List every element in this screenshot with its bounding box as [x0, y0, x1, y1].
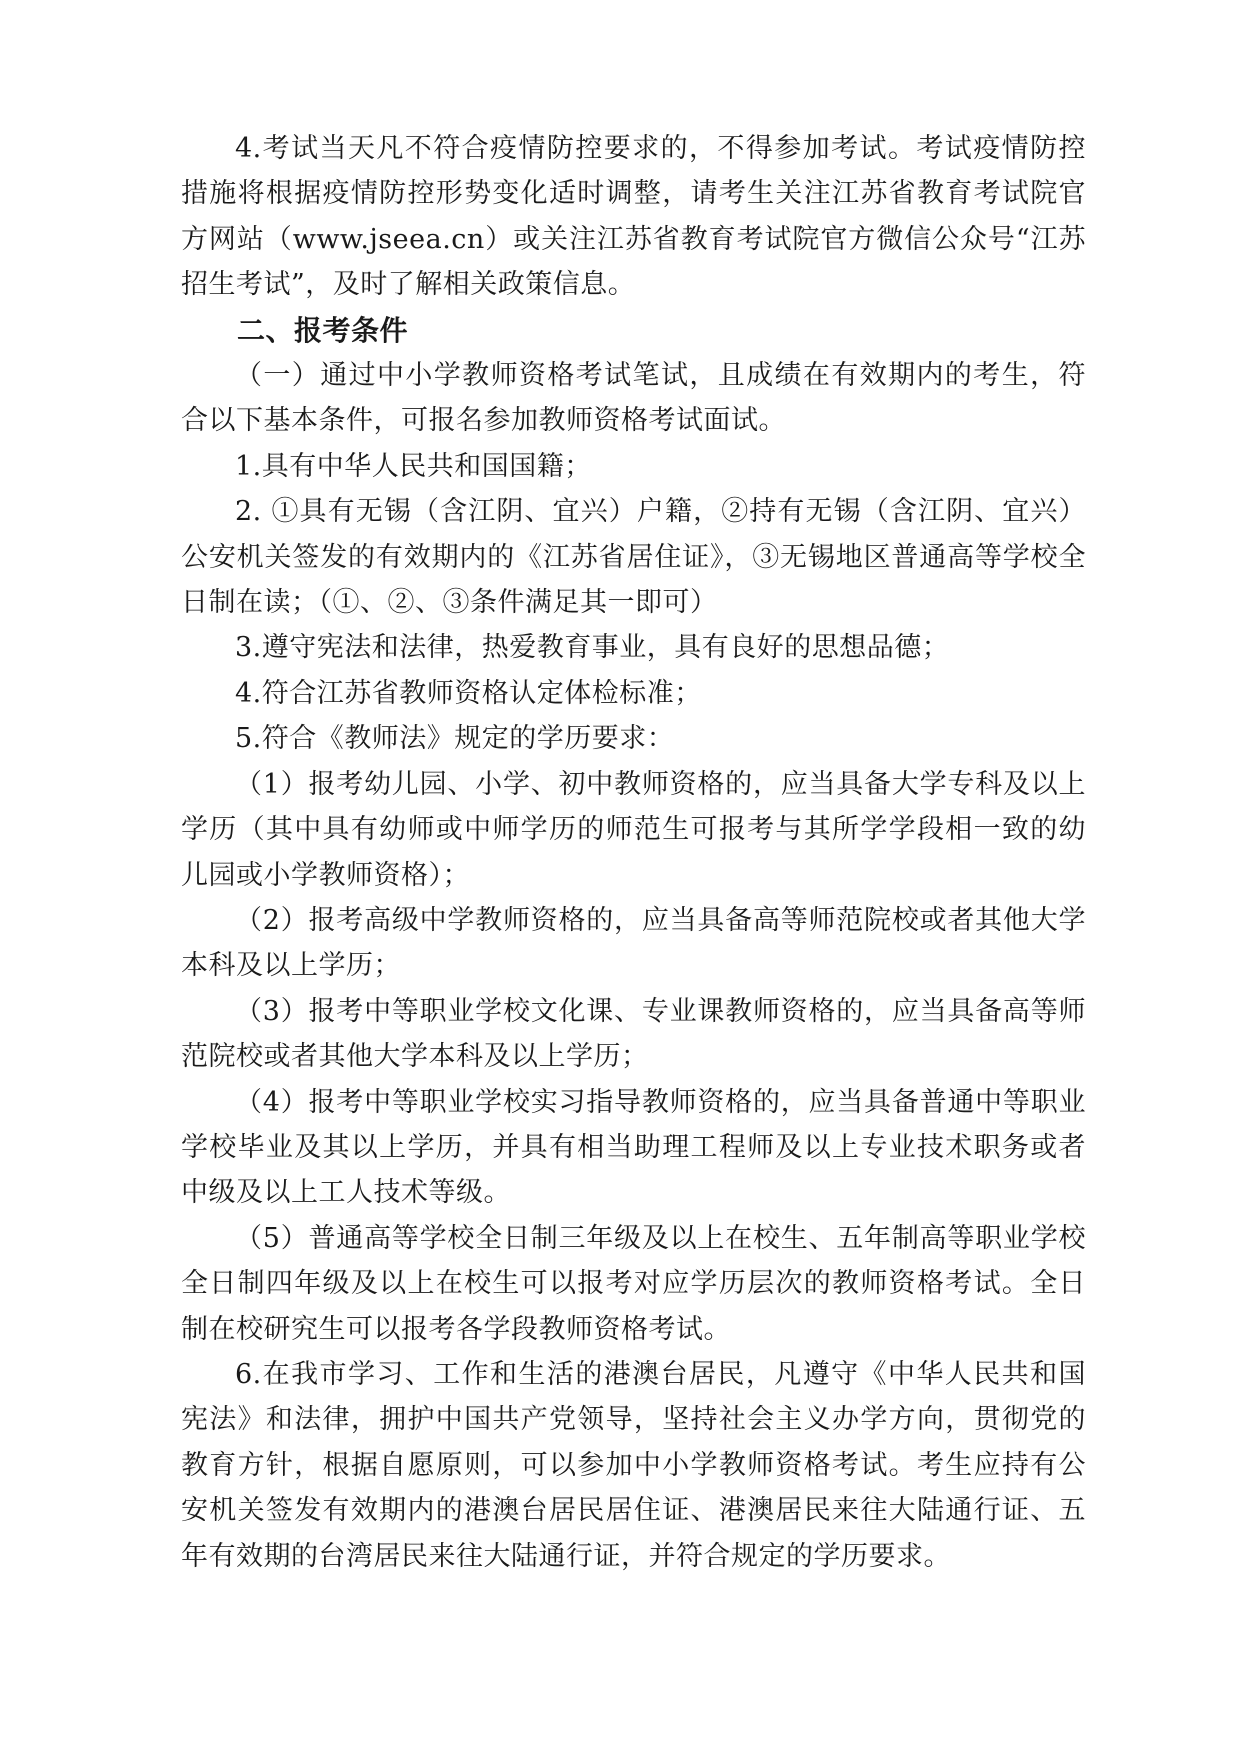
- list-item: 3.遵守宪法和法律，热爱教育事业，具有良好的思想品德；: [235, 632, 950, 664]
- document-body: [181, 126, 1086, 1579]
- sub-list-item: （1）报考幼儿园、小学、初中教师资格的，应当具备大学专科及以上学历（其中具有幼师或中师学历的师范生可报考与其所学学段相一致的幼儿园或小学教师资格）；: [181, 768, 1086, 891]
- sub-list-item: （3）报考中等职业学校文化课、专业课教师资格的，应当具备高等师范院校或者其他大学本科及以上学历；: [181, 995, 1086, 1073]
- section-heading: 二、报考条件: [237, 313, 409, 347]
- sub-list-item: （4）报考中等职业学校实习指导教师资格的，应当具备普通中等职业学校毕业及其以上学历，并具有相当助理工程师及以上专业技术职务或者中级及以上工人技术等级。: [181, 1086, 1086, 1209]
- paragraph-intro: （一）通过中小学教师资格考试笔试，且成绩在有效期内的考生，符合以下基本条件，可报名参加教师资格考试面试。: [181, 360, 1086, 437]
- list-item: 2. ①具有无锡（含江阴、宜兴）户籍，②持有无锡（含江阴、宜兴）公安机关签发的有效期内的《江苏省居住证》，③无锡地区普通高等学校全日制在读；（①、②、③条件满足其一即可）: [181, 496, 1086, 619]
- list-item: 5.符合《教师法》规定的学历要求：: [235, 723, 675, 755]
- list-item: 4.符合江苏省教师资格认定体检标准；: [235, 677, 702, 709]
- sub-list-item: （2）报考高级中学教师资格的，应当具备高等师范院校或者其他大学本科及以上学历；: [181, 904, 1086, 982]
- paragraph-item-4-epidemic: 4.考试当天凡不符合疫情防控要求的，不得参加考试。考试疫情防控措施将根据疫情防控形势变化适时调整，请考生关注江苏省教育考试院官方网站（www.jseea.cn）或关注江苏省教育考试院官方微信公众号“江苏招生考试”，及时了解相关政策信息。: [181, 133, 1086, 301]
- list-item: 1.具有中华人民共和国国籍；: [235, 450, 592, 482]
- sub-list-item: （5）普通高等学校全日制三年级及以上在校生、五年制高等职业学校全日制四年级及以上在校生可以报考对应学历层次的教师资格考试。全日制在校研究生可以报考各学段教师资格考试。: [181, 1222, 1086, 1345]
- list-item: 6.在我市学习、工作和生活的港澳台居民，凡遵守《中华人民共和国宪法》和法律，拥护中国共产党领导，坚持社会主义办学方向，贯彻党的教育方针，根据自愿原则，可以参加中小学教师资格考试。考生应持有公安机关签发有效期内的港澳台居民居住证、港澳居民来往大陆通行证、五年有效期的台湾居民来往大陆通行证，并符合规定的学历要求。: [181, 1358, 1086, 1572]
